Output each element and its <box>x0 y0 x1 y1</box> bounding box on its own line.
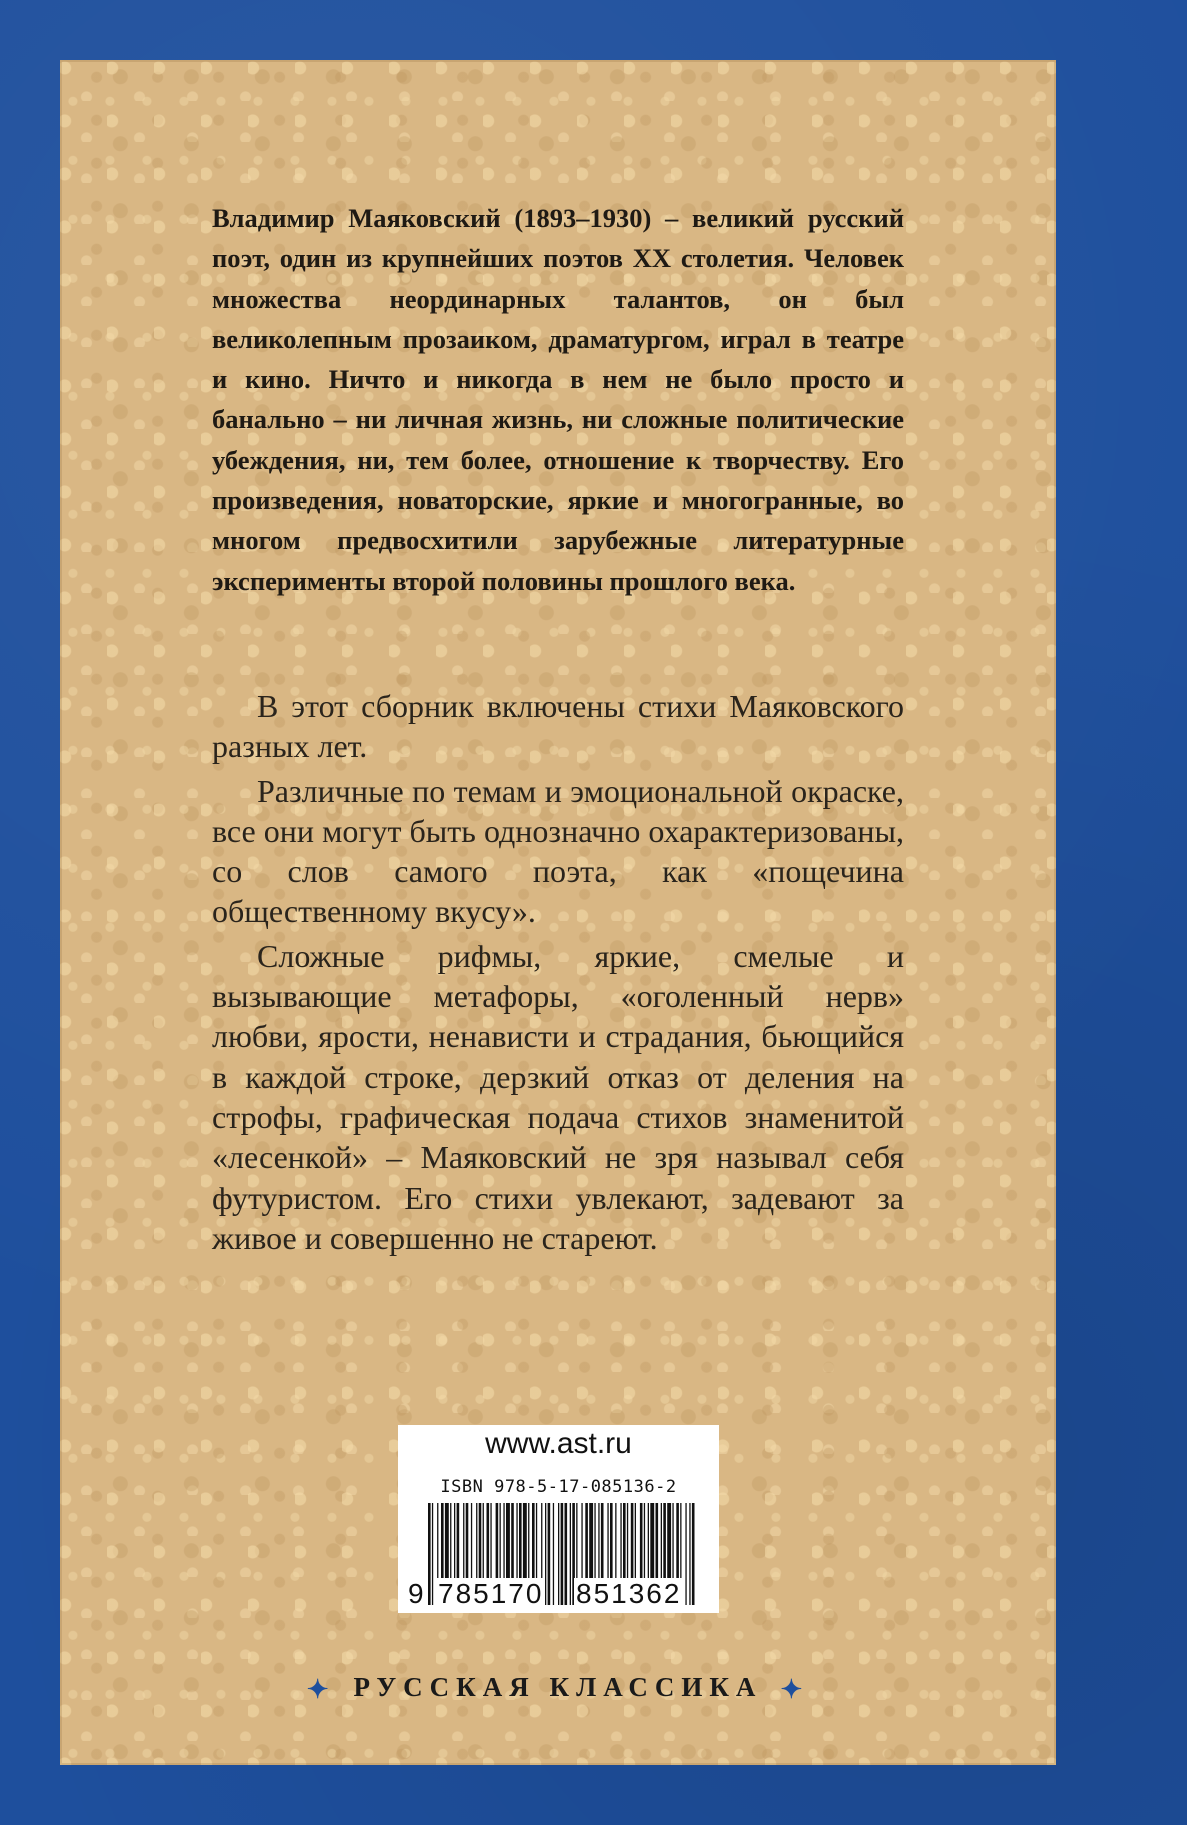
star-ornament-icon: ✦ <box>306 1674 336 1704</box>
isbn-number: ISBN 978-5-17-085136-2 <box>440 1477 677 1497</box>
barcode-left-digits: 785170 <box>438 1578 544 1609</box>
barcode-right-digits: 851362 <box>576 1578 682 1609</box>
barcode-lead-digit: 9 <box>408 1578 426 1609</box>
star-ornament-icon: ✦ <box>780 1674 810 1704</box>
series-footer <box>60 1672 1056 1705</box>
description-paragraph: Различные по темам и эмоциональной окраске, все они могут быть однозначно охарактеризованы, со слов самого поэта, как «пощечина общественному вкусу». <box>212 772 904 930</box>
collection-description <box>212 686 904 1262</box>
description-paragraph: Сложные рифмы, яркие, смелые и вызывающие метафоры, «оголенный нерв» любви, ярости, ненависти и страдания, бьющийся в каждой строке, дерзкий отказ от деления на строфы, графическая подача стихов знаменитой «лесенкой» – Маяковский не зря называл себя футуристом. Его стихи увлекают, задевают за живое и совершенно не стареют. <box>212 937 904 1256</box>
description-paragraph: В этот сборник включены стихи Маяковского разных лет. <box>212 688 904 765</box>
isbn-label <box>398 1425 719 1613</box>
barcode-digits <box>406 1578 711 1612</box>
author-bio: Владимир Маяковский (1893–1930) – великий русский поэт, один из крупнейших поэтов XX столетия. Человек множества неординарных талантов, он был великолепным прозаиком, драматургом, играл в театре и кино. Ничто и никогда в нем не было просто и банально – ни личная жизнь, ни сложные политические убеждения, ни, тем более, отношение к творчеству. Его произведения, новаторские, яркие и многогранные, во многом предвосхитили зарубежные литературные эксперименты второй половины прошлого века. <box>212 203 904 596</box>
publisher-url: www.ast.ru <box>485 1427 632 1460</box>
series-title: РУССКАЯ КЛАССИКА <box>353 1672 763 1702</box>
